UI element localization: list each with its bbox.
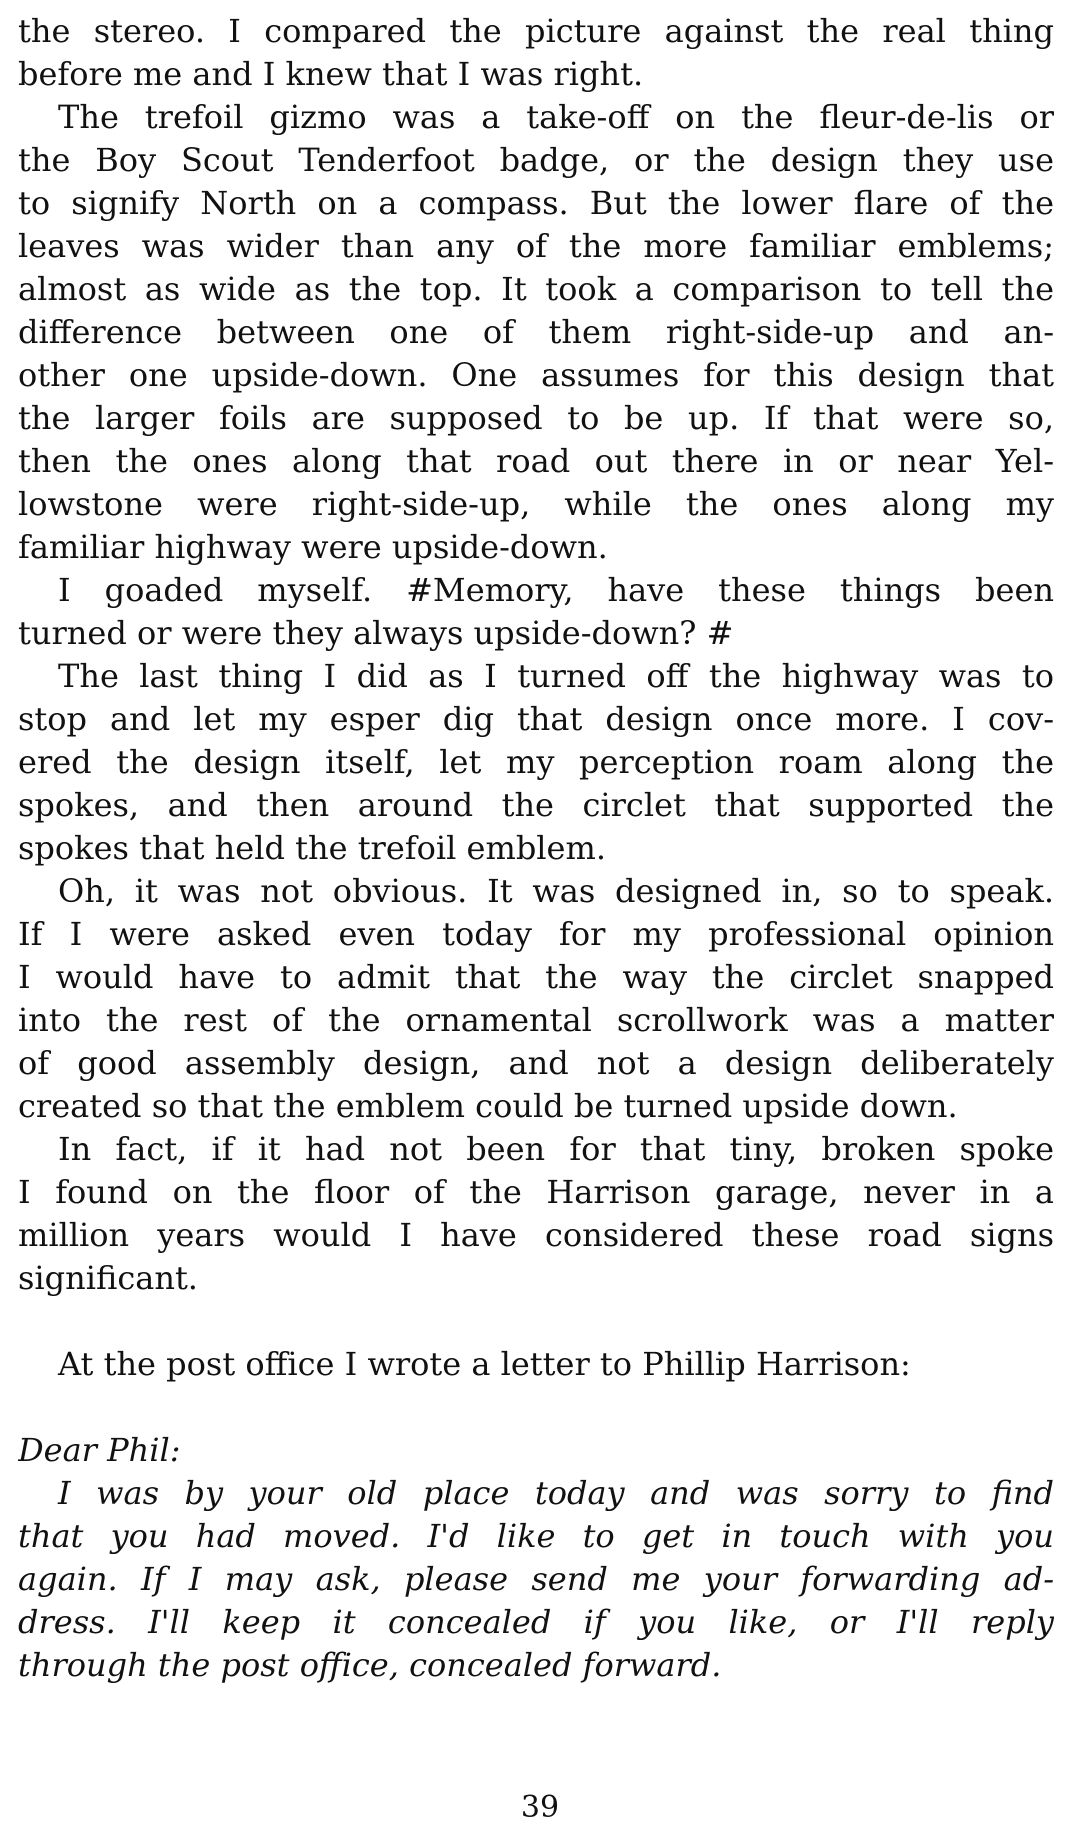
text-line: other one upside-down. One assumes for this design that — [18, 356, 1054, 394]
text-line: I would have to admit that the way the circlet snapped — [18, 958, 1054, 996]
text-line: of good assembly design, and not a design deliberately — [18, 1044, 1054, 1082]
text-line: The trefoil gizmo was a take-off on the fleur-de-lis or — [58, 98, 1054, 136]
letter-line: that you had moved. I'd like to get in touch with you — [18, 1517, 1054, 1555]
paragraph-5 — [18, 870, 1054, 1128]
letter-line: dress. I'll keep it concealed if you like, or I'll reply — [18, 1603, 1054, 1641]
text-line: ered the design itself, let my perception roam along the — [18, 743, 1054, 781]
text-line: created so that the emblem could be turned upside down. — [18, 1087, 958, 1125]
text-line: then the ones along that road out there in or near Yel- — [18, 442, 1054, 480]
section-gap — [18, 1386, 1054, 1429]
letter-line: again. If I may ask, please send me your forwarding ad- — [18, 1560, 1054, 1598]
text-line: before me and I knew that I was right. — [18, 55, 644, 93]
text-line: into the rest of the ornamental scrollwork was a matter — [18, 1001, 1054, 1039]
text-line: If I were asked even today for my professional opinion — [18, 915, 1054, 953]
paragraph-6 — [18, 1128, 1054, 1300]
text-line: million years would I have considered these road signs — [18, 1216, 1054, 1254]
text-line: Oh, it was not obvious. It was designed in, so to speak. — [58, 872, 1054, 910]
text-line: I found on the floor of the Harrison garage, never in a — [18, 1173, 1054, 1211]
paragraph-1 — [18, 10, 1054, 96]
text-line: I goaded myself. #Memory, have these things been — [58, 571, 1054, 609]
text-line: spokes, and then around the circlet that supported the — [18, 786, 1054, 824]
post-office-paragraph — [18, 1343, 1054, 1386]
letter-line: I was by your old place today and was sorry to find — [58, 1474, 1054, 1512]
text-line: At the post office I wrote a letter to Phillip Harrison: — [58, 1345, 911, 1383]
text-line: lowstone were right-side-up, while the ones along my — [18, 485, 1054, 523]
paragraph-4 — [18, 655, 1054, 870]
text-line: familiar highway were upside-down. — [18, 528, 608, 566]
text-line: spokes that held the trefoil emblem. — [18, 829, 606, 867]
text-line: significant. — [18, 1259, 198, 1297]
text-line: to signify North on a compass. But the lower flare of the — [18, 184, 1054, 222]
text-line: difference between one of them right-side-up and an- — [18, 313, 1054, 351]
book-page — [18, 10, 1054, 1687]
text-line: the stereo. I compared the picture against the real thing — [18, 12, 1054, 50]
letter-block — [18, 1429, 1054, 1687]
text-line: stop and let my esper dig that design once more. I cov- — [18, 700, 1054, 738]
letter-salutation: Dear Phil: — [18, 1431, 181, 1469]
page-number: 39 — [520, 1790, 560, 1825]
paragraph-2 — [18, 96, 1054, 569]
text-line: the larger foils are supposed to be up. If that were so, — [18, 399, 1054, 437]
text-line: The last thing I did as I turned off the highway was to — [58, 657, 1054, 695]
text-line: turned or were they always upside-down? # — [18, 614, 734, 652]
text-line: In fact, if it had not been for that tiny, broken spoke — [58, 1130, 1054, 1168]
text-line: almost as wide as the top. It took a comparison to tell the — [18, 270, 1054, 308]
letter-line: through the post office, concealed forward. — [18, 1646, 722, 1684]
text-line: leaves was wider than any of the more familiar emblems; — [18, 227, 1054, 265]
text-line: the Boy Scout Tenderfoot badge, or the design they use — [18, 141, 1054, 179]
paragraph-3 — [18, 569, 1054, 655]
section-gap — [18, 1300, 1054, 1343]
